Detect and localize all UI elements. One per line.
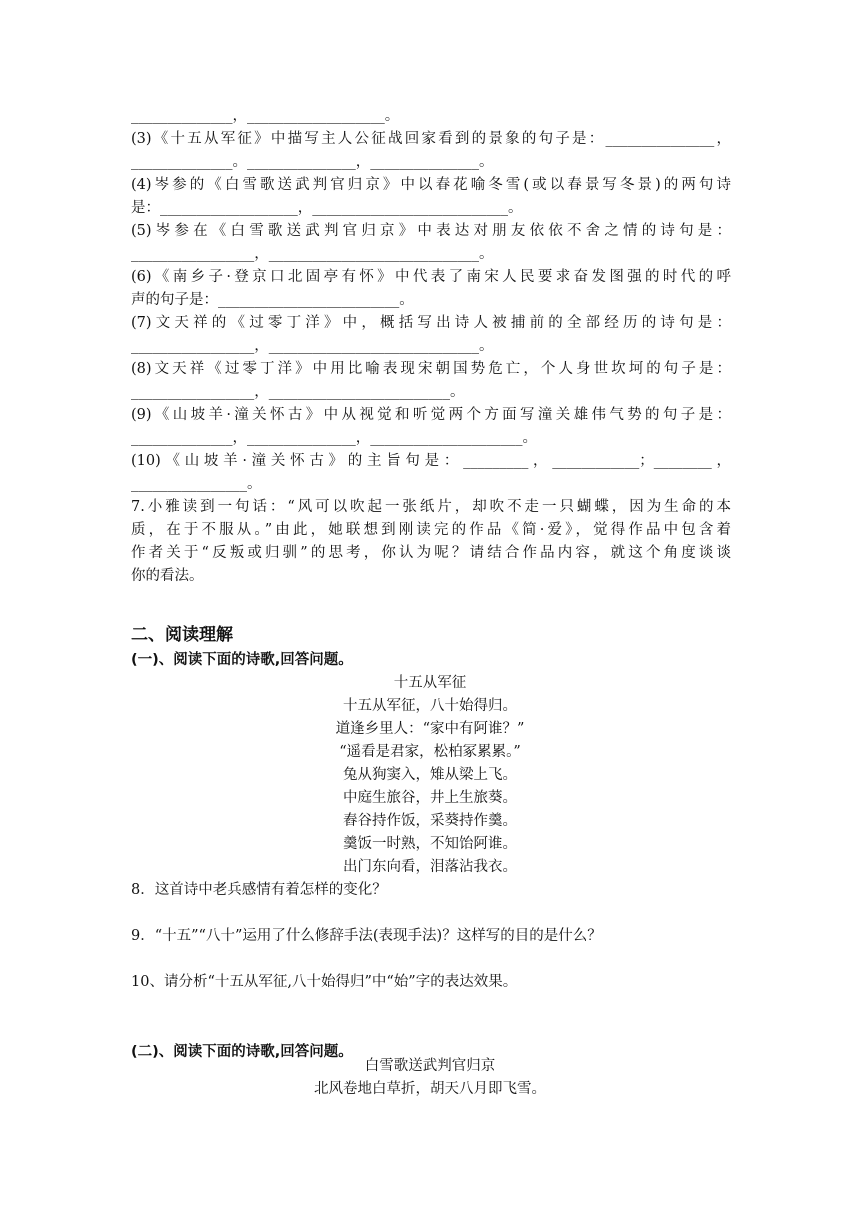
fill-line: _________________，_____________________________。 xyxy=(131,246,494,262)
question-7-line: 你的看法。 xyxy=(131,568,204,584)
poem1-title: 十五从军征 xyxy=(393,675,467,691)
question-7-line: 质，在于不服从。”由此，她联想到刚读完的作品《简·爱》，觉得作品中包含着 xyxy=(131,522,731,538)
part1-heading: (一)、阅读下面的诗歌,回答问题。 xyxy=(131,652,353,668)
poem1-line: “遥看是君家，松柏冢累累。” xyxy=(339,744,521,760)
question-7-line: 作者关于“反叛或归驯”的思考，你认为呢？请结合作品内容，就这个角度谈谈 xyxy=(131,545,731,561)
fill-line: ________________。 xyxy=(131,476,262,492)
poem1-line: 十五从军征，八十始得归。 xyxy=(343,698,517,714)
fill-line: (10)《山坡羊·潼关怀古》的主旨句是：_________，____________；________， xyxy=(131,453,731,469)
poem1-line: 羹饭一时熟，不知饴阿谁。 xyxy=(343,836,517,852)
fill-line: (8)文天祥《过零丁洋》中用比喻表现宋朝国势危亡，个人身世坎坷的句子是： xyxy=(131,361,731,377)
poem1-line: 中庭生旅谷，井上生旅葵。 xyxy=(343,790,517,806)
fill-line: 是：___________________，___________________________。 xyxy=(131,200,523,216)
fill-line: 声的句子是：_________________________。 xyxy=(131,292,414,308)
fill-line: _________________，_____________________________。 xyxy=(131,338,494,354)
fill-line: ______________，_______________，_____________________。 xyxy=(131,430,537,446)
poem1-line: 兔从狗窦入，雉从梁上飞。 xyxy=(343,767,517,783)
poem2-line: 北风卷地白草折，胡天八月即飞雪。 xyxy=(314,1081,546,1097)
fill-line: (9)《山坡羊·潼关怀古》中从视觉和听觉两个方面写潼关雄伟气势的句子是： xyxy=(131,407,731,423)
poem1-line: 道逢乡里人：“家中有阿谁？” xyxy=(335,721,525,737)
fill-line: (7)文天祥的《过零丁洋》中，概括写出诗人被捕前的全部经历的诗句是： xyxy=(131,315,731,331)
part2-heading: (二)、阅读下面的诗歌,回答问题。 xyxy=(131,1044,353,1060)
fill-line: ______________。_______________，_______________。 xyxy=(131,154,494,170)
fill-line: (5)岑参在《白雪歌送武判官归京》中表达对朋友依依不舍之情的诗句是： xyxy=(131,223,731,239)
fill-line: ______________，___________________。 xyxy=(131,108,400,124)
question-7-line: 7.小雅读到一句话：“风可以吹起一张纸片，却吹不走一只蝴蝶，因为生命的本 xyxy=(131,499,731,515)
poem1-line: 舂谷持作饭，采葵持作羹。 xyxy=(343,813,517,829)
fill-line: (3)《十五从军征》中描写主人公征战回家看到的景象的句子是：_______________， xyxy=(131,131,731,147)
poem2-title: 白雪歌送武判官归京 xyxy=(364,1058,496,1074)
question-8: 8．这首诗中老兵感情有着怎样的变化？ xyxy=(131,882,387,898)
fill-line: _________________，_________________________。 xyxy=(131,384,465,400)
fill-line: (6)《南乡子·登京口北固亭有怀》中代表了南宋人民要求奋发图强的时代的呼 xyxy=(131,269,731,285)
fill-line: (4)岑参的《白雪歌送武判官归京》中以春花喻冬雪(或以春景写冬景)的两句诗 xyxy=(131,177,731,193)
section-title: 二、阅读理解 xyxy=(131,625,233,645)
question-9: 9．“十五”“八十”运用了什么修辞手法(表现手法)？这样写的目的是什么？ xyxy=(131,928,602,944)
question-10: 10、请分析“十五从军征,八十始得归”中“始”字的表达效果。 xyxy=(131,974,518,990)
poem1-line: 出门东向看，泪落沾我衣。 xyxy=(343,859,517,875)
